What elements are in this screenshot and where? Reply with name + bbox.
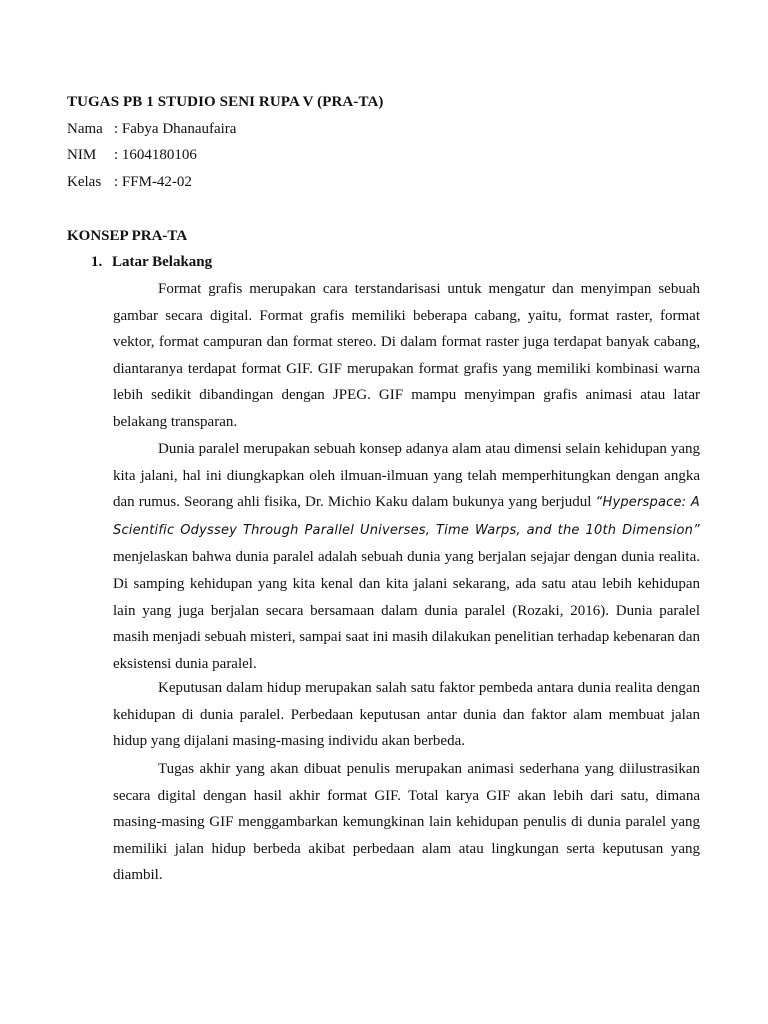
- meta-row-name: [67, 121, 236, 138]
- paragraph-dunia-paralel: [113, 436, 700, 677]
- meta-label: Kelas: [67, 174, 102, 190]
- paragraph-tugas-akhir: Tugas akhir yang akan dibuat penulis merupakan animasi sederhana yang diilustrasikan secara digital dengan hasil akhir format GIF. Total karya GIF akan lebih dari satu, dimana masing-masing GIF menggambarkan kemungkinan lain kehidupan penulis di dunia paralel yang memiliki jalan hidup berbeda akibat perbedaan alam atau lingkungan serta keputusan yang diambil.: [113, 761, 700, 884]
- paragraph-text: Dunia paralel merupakan sebuah konsep adanya alam atau dimensi selain kehidupan yang kita jalani, hal ini diungkapkan oleh ilmuan-ilmuan yang telah memperhitungkan dengan angka dan rumus. Seorang ahli fisika, Dr. Michio Kaku dalam bukunya yang berjudul: [113, 441, 700, 511]
- section-heading: KONSEP PRA-TA: [67, 228, 188, 244]
- meta-row-nim: [67, 147, 197, 164]
- paragraph-keputusan: Keputusan dalam hidup merupakan salah satu faktor pembeda antara dunia realita dengan kehidupan di dunia paralel. Perbedaan keputusan antar dunia dan faktor alam membuat jalan hidup yang dijalani masing-masing individu akan berbeda.: [113, 680, 700, 750]
- meta-value: : Fabya Dhanaufaira: [114, 121, 237, 137]
- meta-row-kelas: [67, 174, 192, 191]
- meta-label: NIM: [67, 147, 97, 163]
- meta-label: Nama: [67, 121, 103, 137]
- subsection-title: Latar Belakang: [112, 254, 213, 270]
- meta-value: : FFM-42-02: [114, 174, 192, 190]
- book-title: “Hyperspace: A Scientific Odyssey Through Parallel Universes, Time Warps, and the 10th Dimension”: [113, 495, 701, 538]
- subsection-number: 1.: [91, 254, 103, 270]
- paragraph-format-grafis: Format grafis merupakan cara terstandarisasi untuk mengatur dan menyimpan sebuah gambar secara digital. Format grafis memiliki beberapa cabang, yaitu, format raster, format vektor, format campuran dan format stereo. Di dalam format raster juga terdapat banyak cabang, diantaranya terdapat format GIF. GIF merupakan format grafis yang memiliki kombinasi warna lebih sedikit dibandingan dengan JPEG. GIF mampu menyimpan grafis animasi atau latar belakang transparan.: [113, 281, 700, 430]
- document-title: TUGAS PB 1 STUDIO SENI RUPA V (PRA-TA): [67, 94, 384, 110]
- meta-value: : 1604180106: [114, 147, 197, 163]
- subsection-heading: [91, 254, 212, 271]
- paragraph-text: menjelaskan bahwa dunia paralel adalah sebuah dunia yang berjalan sejajar dengan dunia realita. Di samping kehidupan yang kita kenal dan kita jalani sekarang, ada satu atau lebih kehidupan lain yang juga berjalan secara bersamaan dalam dunia paralel (Rozaki, 2016). Dunia paralel masih menjadi sebuah misteri, sampai saat ini masih dilakukan penelitian terhadap kebenaran dan eksistensi dunia paralel.: [113, 549, 700, 672]
